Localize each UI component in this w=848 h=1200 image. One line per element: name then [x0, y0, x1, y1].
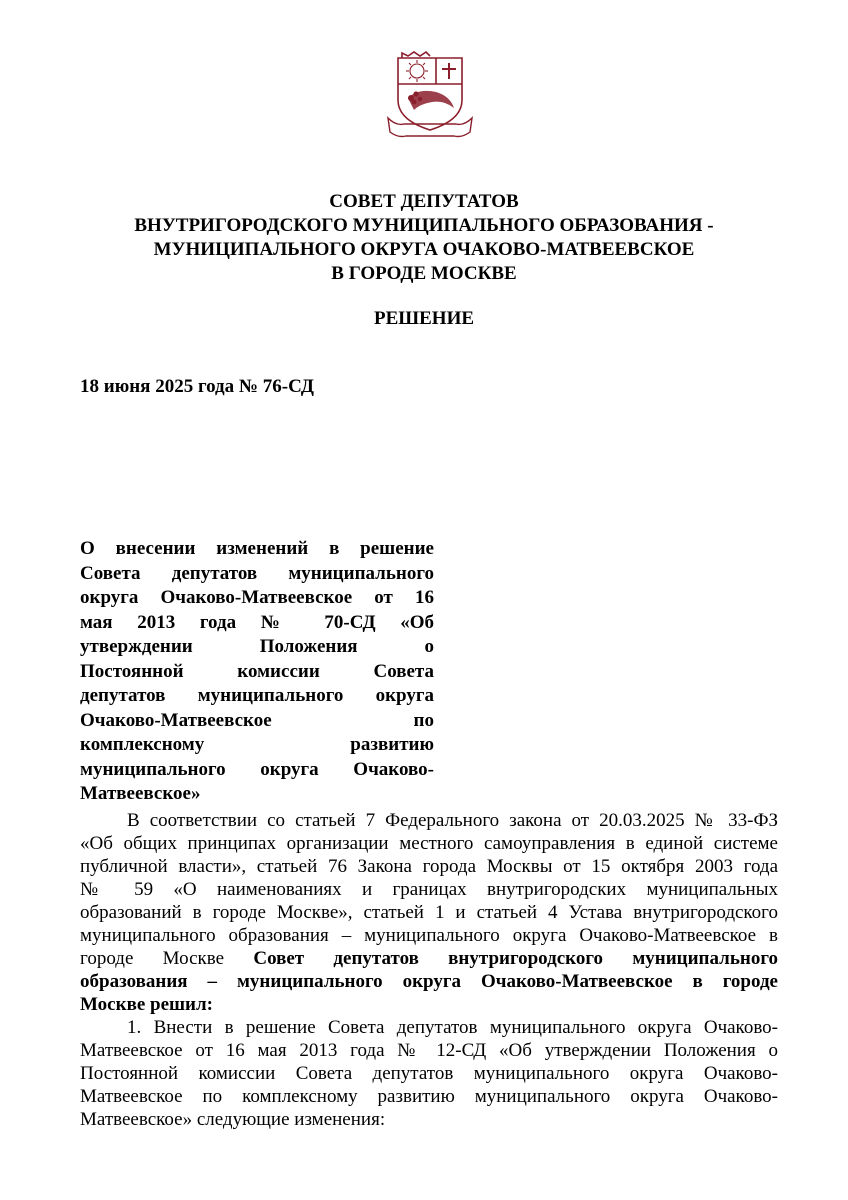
organization-header [0, 190, 848, 286]
header-line: ВНУТРИГОРОДСКОГО МУНИЦИПАЛЬНОГО ОБРАЗОВАНИЯ - [134, 215, 714, 236]
subject-line: утверждении Положения о [80, 636, 434, 657]
document-type: РЕШЕНИЕ [373, 308, 475, 329]
preamble-line: «Об общих принципах организации местного самоуправления в единой системе [80, 833, 778, 854]
preamble-line: публичной власти», статьей 76 Закона города Москвы от 15 октября 2003 года [80, 856, 778, 877]
document-date-number: 18 июня 2025 года № 76-СД [80, 376, 314, 397]
decision-body [80, 809, 778, 1131]
subject-line: комплексному развитию [80, 734, 434, 755]
preamble-line [80, 993, 778, 1016]
item-line: Постоянной комиссии Совета депутатов муниципального округа Очаково- [80, 1063, 778, 1084]
item-line: 1. Внести в решение Совета депутатов муниципального округа Очаково- [127, 1017, 778, 1038]
subject-line: Постоянной комиссии Совета [80, 660, 434, 682]
preamble-line: В соответствии со статьей 7 Федерального закона от 20.03.2025 № 33-ФЗ [127, 810, 778, 831]
subject-line: О внесении изменений в решение [80, 538, 434, 559]
resolution-text: Москве решил: [80, 994, 213, 1015]
preamble-line [80, 947, 778, 970]
resolution-text: Совет депутатов внутригородского муниципального [253, 948, 778, 969]
subject-line: Очаково-Матвеевское по [80, 709, 434, 731]
resolution-text: образования – муниципального округа Очаково-Матвеевское в городе [80, 971, 778, 992]
subject-line: Совета депутатов муниципального [80, 562, 434, 584]
header-line: МУНИЦИПАЛЬНОГО ОКРУГА ОЧАКОВО-МАТВЕЕВСКОЕ [153, 239, 695, 260]
subject-line: округа Очаково-Матвеевское от 16 [80, 587, 434, 608]
emblem-icon [384, 48, 476, 144]
decision-subject [80, 537, 434, 807]
subject-line: мая 2013 года № 70-СД «Об [80, 611, 434, 633]
preamble-line: муниципального образования – муниципального округа Очаково-Матвеевское в [80, 925, 778, 946]
subject-line: Матвеевское» [80, 783, 201, 804]
item-line: Матвеевское от 16 мая 2013 года № 12-СД «Об утверждении Положения о [80, 1040, 778, 1061]
item-line: Матвеевское по комплексному развитию муниципального округа Очаково- [80, 1086, 778, 1107]
subject-line: депутатов муниципального округа [80, 685, 434, 706]
item-line: Матвеевское» следующие изменения: [80, 1109, 386, 1130]
preamble-line: № 59 «О наименованиях и границах внутригородских муниципальных [80, 879, 778, 900]
subject-line: муниципального округа Очаково- [80, 758, 434, 780]
preamble-text: городе Москве [80, 948, 225, 969]
preamble-line [80, 970, 778, 993]
header-line: В ГОРОДЕ МОСКВЕ [331, 263, 517, 284]
preamble-line: образований в городе Москве», статьей 1 и статьей 4 Устава внутригородского [80, 902, 778, 923]
header-line: СОВЕТ ДЕПУТАТОВ [329, 191, 519, 212]
